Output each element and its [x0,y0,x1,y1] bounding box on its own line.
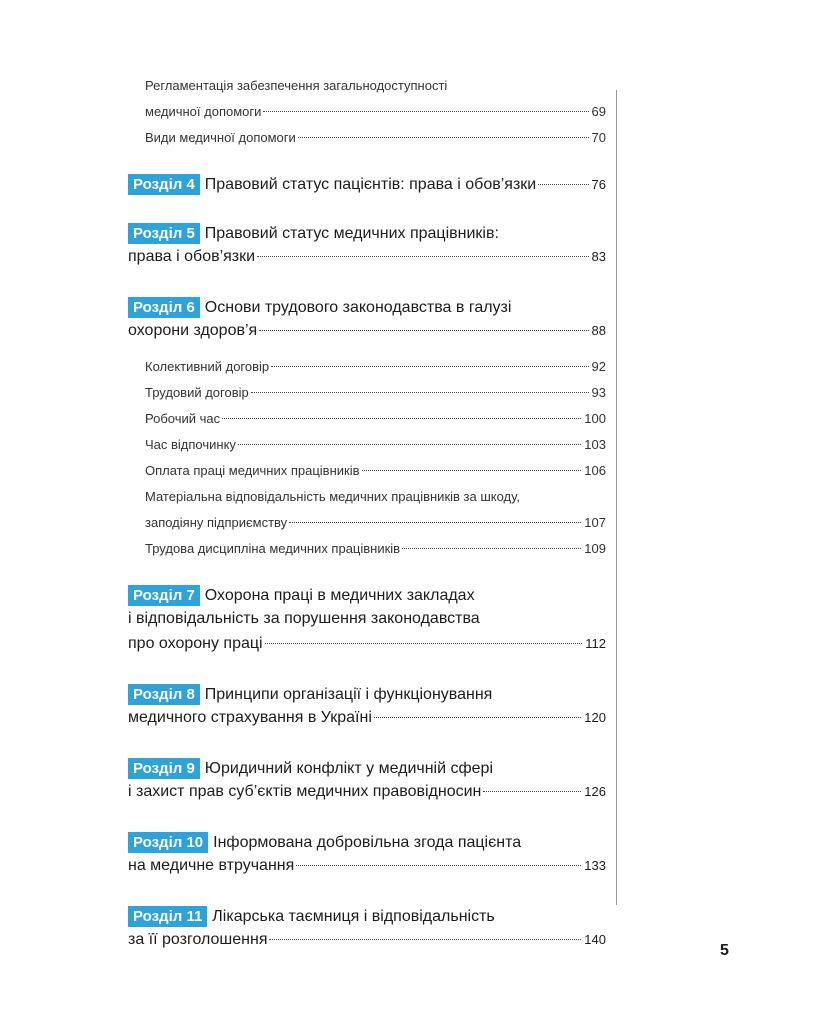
page-ref: 83 [591,249,606,264]
dot-leader [265,643,583,644]
table-of-contents [128,78,606,956]
entry-text: і захист прав суб’єктів медичних правовідносин [128,783,482,800]
entry-text: охорони здоров’я [128,322,258,339]
section-badge: Розділ 4 [128,174,200,195]
page-ref: 126 [584,784,606,799]
entry-line [145,515,606,535]
toc-section-entry[interactable] [128,174,606,199]
entry-line [128,610,606,635]
toc-subentry[interactable] [128,541,606,561]
entry-line [145,359,606,379]
toc-section-entry[interactable] [128,585,606,660]
toc-subentry[interactable] [128,463,606,483]
entry-text: Охорона праці в медичних закладах [204,587,475,604]
entry-line [128,783,606,808]
entry-text: права і обов’язки [128,248,256,265]
dot-leader [374,717,581,718]
dot-leader [238,444,581,445]
entry-text: Регламентація забезпечення загальнодоступності [145,78,448,93]
page-ref: 88 [591,323,606,338]
entry-line [145,130,606,150]
entry-text: Принципи організації і функціонування [204,686,493,703]
dot-leader [251,392,589,393]
entry-line [128,223,606,248]
dot-leader [269,939,581,940]
toc-subentry[interactable] [128,437,606,457]
toc-section-entry[interactable] [128,297,606,347]
entry-line [145,437,606,457]
section-badge: Розділ 10 [128,832,208,853]
entry-line [145,541,606,561]
entry-text: медичного страхування в Україні [128,709,372,726]
entry-text: Трудова дисципліна медичних працівників [145,541,401,556]
page-ref: 76 [591,177,606,192]
entry-text: Види медичної допомоги [145,130,296,145]
entry-line [128,857,606,882]
entry-line [128,322,606,347]
toc-subentry[interactable] [128,385,606,405]
entry-text: Трудовий договір [145,385,249,400]
page-ref: 93 [591,385,606,400]
dot-leader [222,418,581,419]
entry-line [145,463,606,483]
entry-line [128,174,606,199]
entry-line [128,832,606,857]
vertical-rule [616,90,617,905]
dot-leader [257,256,588,257]
toc-subentry[interactable] [128,130,606,150]
page-ref: 69 [591,104,606,119]
entry-line [128,635,606,660]
entry-text: Робочий час [145,411,221,426]
toc-section-entry[interactable] [128,906,606,956]
entry-text: Матеріальна відповідальність медичних працівників за шкоду, [145,489,520,504]
toc-subentry[interactable] [128,78,606,124]
section-badge: Розділ 5 [128,223,200,244]
page-number: 5 [720,942,729,959]
toc-subentry[interactable] [128,489,606,535]
dot-leader [298,137,589,138]
section-badge: Розділ 6 [128,297,200,318]
entry-text: про охорону праці [128,635,263,652]
toc-subentry[interactable] [128,359,606,379]
dot-leader [289,522,581,523]
entry-text: Лікарська таємниця і відповідальність [212,908,495,925]
toc-section-entry[interactable] [128,832,606,882]
dot-leader [263,111,588,112]
entry-text: за її розголошення [128,931,268,948]
entry-text: Правовий статус пацієнтів: права і обов’язки [204,176,537,193]
page-ref: 92 [591,359,606,374]
entry-line [145,78,606,98]
entry-line [145,104,606,124]
entry-line [128,248,606,273]
page-ref: 70 [591,130,606,145]
entry-line [145,385,606,405]
entry-text: медичної допомоги [145,104,262,119]
entry-text: і відповідальність за порушення законодавства [128,610,480,627]
entry-line [145,489,606,509]
section-badge: Розділ 8 [128,684,200,705]
toc-section-entry[interactable] [128,758,606,808]
page-ref: 112 [585,636,606,651]
entry-text: Основи трудового законодавства в галузі [204,299,512,316]
section-badge: Розділ 9 [128,758,200,779]
toc-subentry[interactable] [128,411,606,431]
page-ref: 103 [584,437,606,452]
entry-text: на медичне втручання [128,857,295,874]
entry-line [128,709,606,734]
dot-leader [362,470,582,471]
dot-leader [402,548,581,549]
page-ref: 100 [584,411,606,426]
entry-text: Правовий статус медичних працівників: [204,225,499,242]
dot-leader [271,366,588,367]
dot-leader [483,791,581,792]
entry-line [145,411,606,431]
entry-text: Інформована добровільна згода пацієнта [213,834,522,851]
page-ref: 107 [584,515,606,530]
entry-text: заподіяну підприємству [145,515,288,530]
page-ref: 133 [584,858,606,873]
entry-text: Час відпочинку [145,437,236,452]
toc-section-entry[interactable] [128,223,606,273]
entry-text: Колективний договір [145,359,270,374]
entry-line [128,684,606,709]
entry-line [128,931,606,956]
section-badge: Розділ 7 [128,585,200,606]
section-badge: Розділ 11 [128,906,207,927]
dot-leader [538,184,588,185]
entry-line [128,906,606,931]
page-ref: 120 [584,710,606,725]
page-ref: 106 [584,463,606,478]
dot-leader [259,330,588,331]
entry-line [128,758,606,783]
entry-text: Оплата праці медичних працівників [145,463,360,478]
entry-line [128,297,606,322]
entry-text: Юридичний конфлікт у медичній сфері [204,760,494,777]
entry-line [128,585,606,610]
page-ref: 109 [584,541,606,556]
toc-section-entry[interactable] [128,684,606,734]
dot-leader [296,865,581,866]
page-ref: 140 [584,932,606,947]
